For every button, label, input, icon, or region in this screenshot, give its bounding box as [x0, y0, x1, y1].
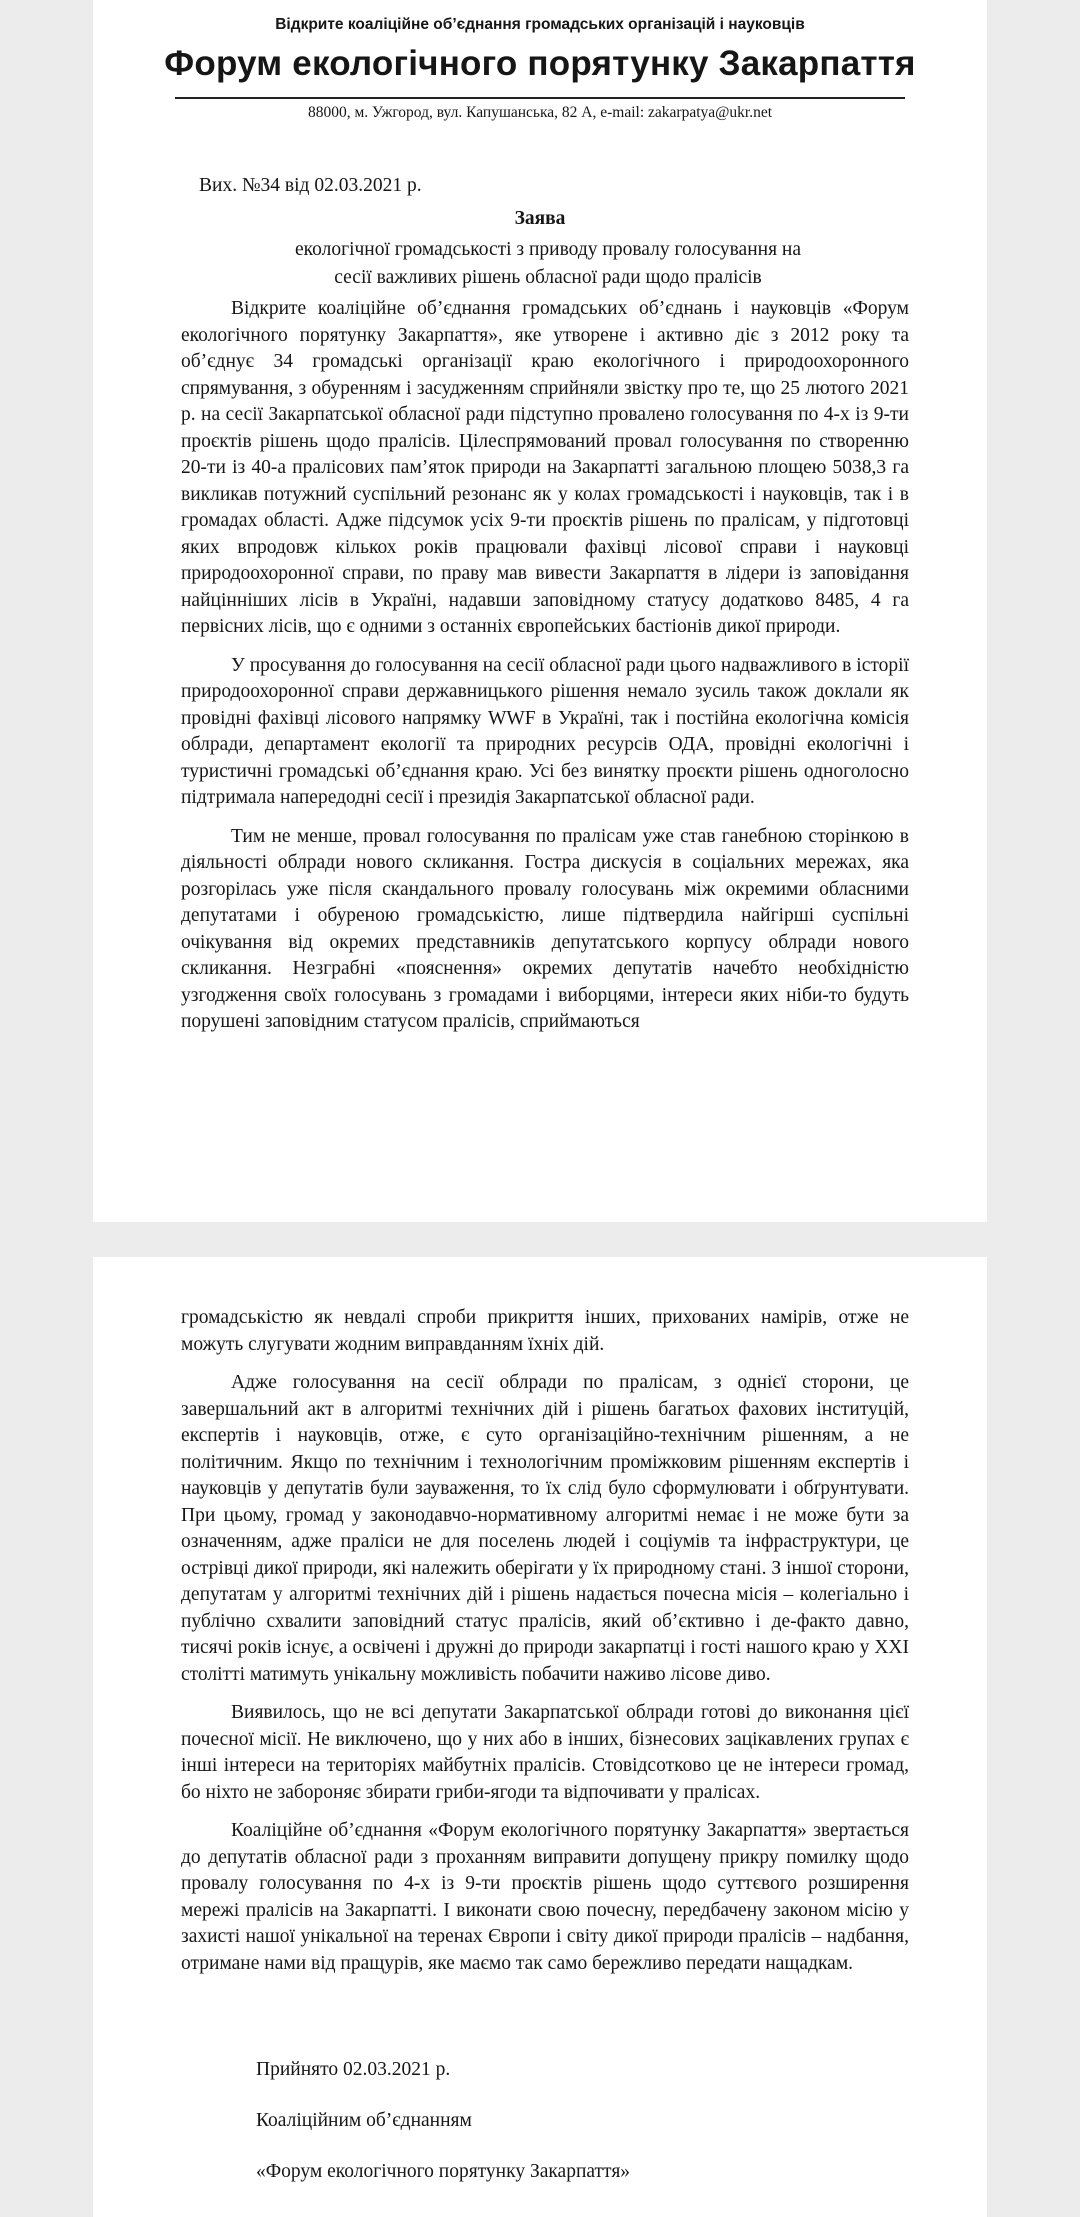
letterhead-address: 88000, м. Ужгород, вул. Капушанська, 82 А, e-mail: zakarpatya@ukr.net [307, 104, 773, 121]
outgoing-number: Вих. №34 від 02.03.2021 р. [199, 175, 422, 196]
page-2-body [181, 1305, 909, 1989]
paragraph: Виявилось, що не всі депутати Закарпатської облради готові до виконання цієї почесної місії. Не виключено, що у них або в інших, бізнесових зацікавлених групах є інші інтереси на територіях майбутніх пралісів. Стовідсотково це не інтереси громад, бо ніхто не забороняє збирати гриби-ягоди та відпочивати у пралісах. [181, 1702, 909, 1803]
document-subtitle: екологічної громадськості з приводу провалу голосування на сесії важливих рішень обласної ради щодо пралісів [294, 239, 802, 288]
paragraph: Коаліційне об’єднання «Форум екологічного порятунку Закарпаття» звертається до депутатів обласної ради з проханням виправити допущену прикру помилку щодо провалу голосування по 4-х із 9-ти проєктів рішень щодо суттєвого розширення мережі пралісів на Закарпатті. І виконати свою почесну, передбачену законом місію у захисті нашої унікальної на теренах Європи і світу дикої природи пралісів – надбання, отримане нами від пращурів, яке маємо так само бережливо передати нащадкам. [181, 1820, 909, 1974]
paragraph: громадськістю як невдалі спроби прикриття інших, прихованих намірів, отже не можуть слугувати жодним виправданням їхніх дій. [181, 1307, 909, 1355]
letterhead-title: Форум екологічного порятунку Закарпаття [164, 44, 916, 83]
paragraph: Відкрите коаліційне об’єднання громадських об’єднань і науковців «Форум екологічного порятунку Закарпаття», яке утворене і активно діє з 2012 року та об’єднує 34 громадські організації краю екологічного і природоохоронного спрямування, з обуренням і засудженням сприйняли звістку про те, що 25 лютого 2021 р. на сесії Закарпатської обласної ради підступно провалено голосування по 4-х із 9-ти проєктів рішень щодо пралісів. Цілеспрямований провал голосування по створенню 20-ти із 40-а пралісових пам’яток природи на Закарпатті загальною площею 5038,3 га викликав потужний суспільний резонанс як у колах громадськості і науковців, так і в громадах області. Адже підсумок усіх 9-ти проєктів рішень по пралісам, у підготовці яких впродовж кількох років працювали фахівці лісової справи і науковці природоохоронної справи, по праву мав вивести Закарпаття в лідери із заповідання найцінніших лісів в Україні, надавши заповідному статусу додатково 8485, 4 га первісних лісів, що є одними з останніх європейських бастіонів дикої природи. [181, 298, 909, 637]
document-page-1 [93, 0, 987, 1222]
signature-by: Коаліційним об’єднанням [256, 2110, 472, 2131]
document-page-2 [93, 1257, 987, 2217]
document-title: Заява [514, 208, 566, 229]
page-1-body [181, 296, 909, 1048]
paragraph: Тим не менше, провал голосування по пралісам уже став ганебною сторінкою в діяльності облради нового скликання. Гостра дискусія в соціальних мережах, яка розгорілась уже після скандального провалу голосувань між окремими обласними депутатами і обуреною громадськістю, лише підтвердила найгірші суспільні очікування від окремих представників депутатського корпусу облради нового скликання. Незграбні «пояснення» окремих депутатів начебто необхідністю узгодження своїх голосувань з громадами і виборцями, інтереси яких ніби-то будуть порушені заповідним статусом пралісів, сприймаються [181, 825, 909, 1032]
letterhead-divider [175, 97, 905, 99]
paragraph: У просування до голосування на сесії обласної ради цього надважливого в історії природоохоронної справи державницького рішення немало зусиль також доклали як провідні фахівці лісового напрямку WWF в Україні, так і постійна екологічна комісія облради, департамент екології та природних ресурсів ОДА, провідні екологічні і туристичні громадські об’єднання краю. Усі без винятку проєкти рішень одноголосно підтримала напередодні сесії і президія Закарпатської обласної ради. [181, 654, 909, 808]
paragraph: Адже голосування на сесії облради по пралісам, з однієї сторони, це завершальний акт в алгоритмі технічних дій і рішень багатьох фахових інституцій, експертів і науковців, отже, є суто організаційно-технічним рішенням, а не політичним. Якщо по технічним і технологічним проміжковим рішенням експертів і науковців у депутатів були зауваження, то їх слід було сформулювати і обґрунтувати. При цьому, громад у законодавчо-нормативному алгоритмі немає і не може бути за означенням, адже праліси не для поселень людей і соціумів та інфраструктури, це острівці дикої природи, які належить оберігати у їх природному стані. З іншої сторони, депутатам у алгоритмі технічних дій і рішень надається почесна місія – колегіально і публічно схвалити заповідний статус пралісів, який об’єктивно і де-факто давно, тисячі років існує, а освічені і дружні до природи закарпатці і гості нашого краю у XXI столітті матимуть унікальну можливість побачити наживо лісове диво. [181, 1372, 909, 1685]
signature-org: «Форум екологічного порятунку Закарпаття» [256, 2161, 631, 2182]
signature-date: Прийнято 02.03.2021 р. [256, 2059, 451, 2080]
org-description-line: Відкрите коаліційне об’єднання громадських організацій і науковців [275, 16, 805, 33]
